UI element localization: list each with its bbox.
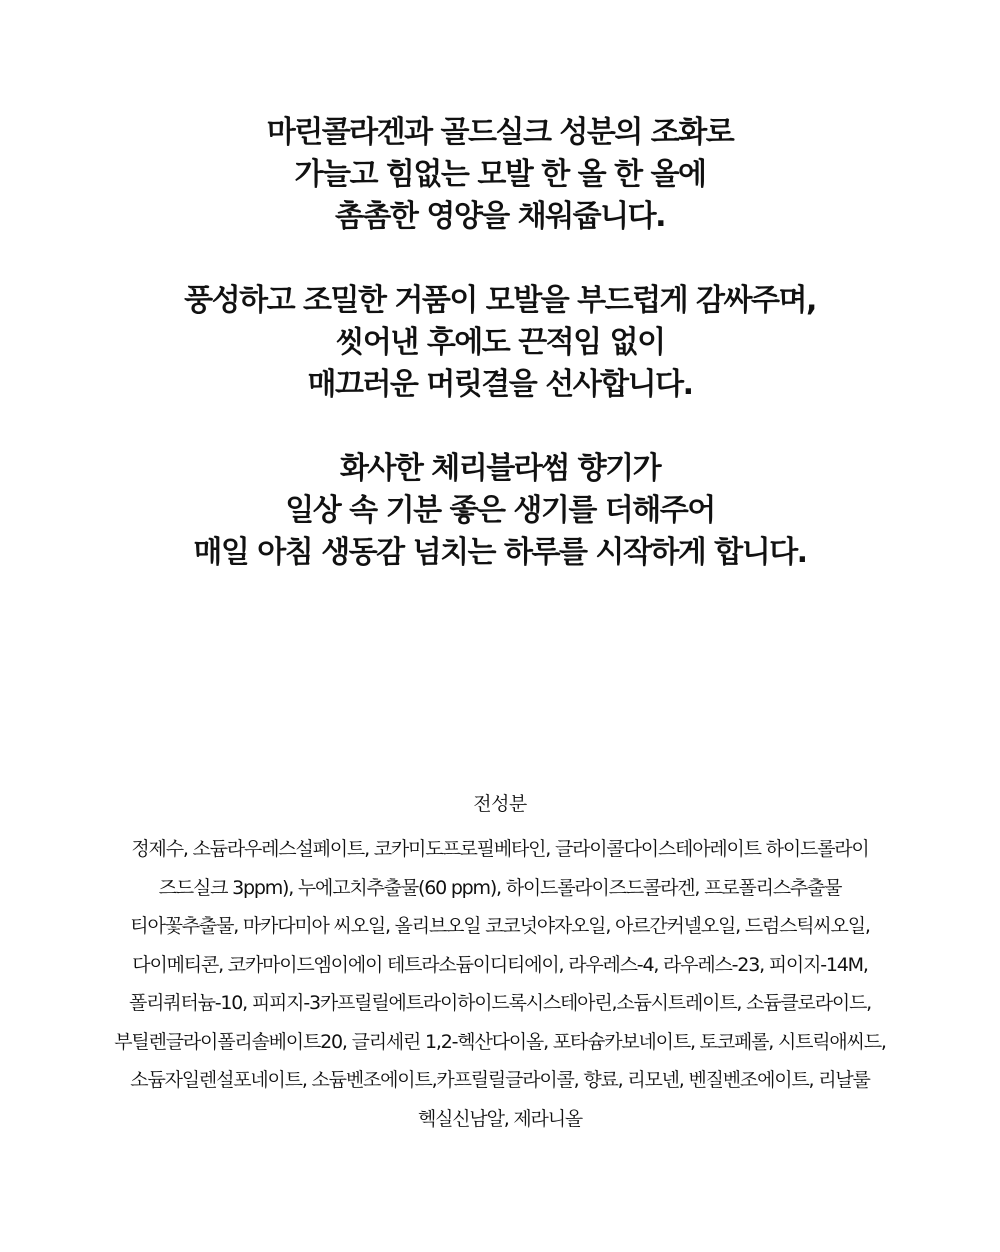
description-line: 매일 아침 생동감 넘치는 하루를 시작하게 합니다. (193, 535, 807, 570)
ingredients-title: 전성분 (473, 793, 527, 815)
ingredients-line: 다이메티콘, 코카마이드엠이에이 테트라소듐이디티에이, 라우레스-4, 라우레스-23, 피이지-14M, (132, 953, 868, 976)
description-paragraph-3 (0, 448, 1000, 574)
description-line: 풍성하고 조밀한 거품이 모발을 부드럽게 감싸주며, (184, 283, 816, 318)
product-description (0, 112, 1000, 616)
ingredients-line: 티아꽃추출물, 마카다미아 씨오일, 올리브오일 코코넛야자오일, 아르간커넬오일, 드럼스틱씨오일, (130, 915, 870, 937)
description-line: 화사한 체리블라썸 향기가 (339, 451, 661, 486)
ingredients-line: 즈드실크 3ppm), 누에고치추출물(60 ppm), 하이드롤라이즈드콜라겐, 프로폴리스추출물 (158, 876, 842, 899)
ingredients-line: 폴리쿼터늄-10, 피피지-3카프릴릴에트라이하이드록시스테아린,소듐시트레이트, 소듐클로라이드, (128, 992, 872, 1014)
ingredients-section (0, 784, 1000, 1138)
description-paragraph-1 (0, 112, 1000, 238)
ingredients-line: 헥실신남알, 제라니올 (417, 1107, 583, 1130)
ingredients-line: 소듐자일렌설포네이트, 소듐벤조에이트,카프릴릴글라이콜, 향료, 리모넨, 벤질벤조에이트, 리날룰 (130, 1069, 870, 1091)
description-line: 씻어낸 후에도 끈적임 없이 (335, 325, 665, 360)
ingredients-line: 정제수, 소듐라우레스설페이트, 코카미도프로필베타인, 글라이콜다이스테아레이트 하이드롤라이 (131, 838, 869, 860)
description-line: 매끄러운 머릿결을 선사합니다. (307, 367, 693, 402)
description-line: 일상 속 기분 좋은 생기를 더해주어 (285, 493, 715, 528)
description-line: 마린콜라겐과 골드실크 성분의 조화로 (266, 115, 734, 150)
description-paragraph-2 (0, 280, 1000, 406)
description-line: 촘촘한 영양을 채워줍니다. (334, 199, 666, 234)
description-line: 가늘고 힘없는 모발 한 올 한 올에 (294, 157, 706, 192)
ingredients-line: 부틸렌글라이폴리솔베이트20, 글리세린 1,2-헥산다이올, 포타슘카보네이트, 토코페롤, 시트릭애씨드, (114, 1030, 886, 1053)
